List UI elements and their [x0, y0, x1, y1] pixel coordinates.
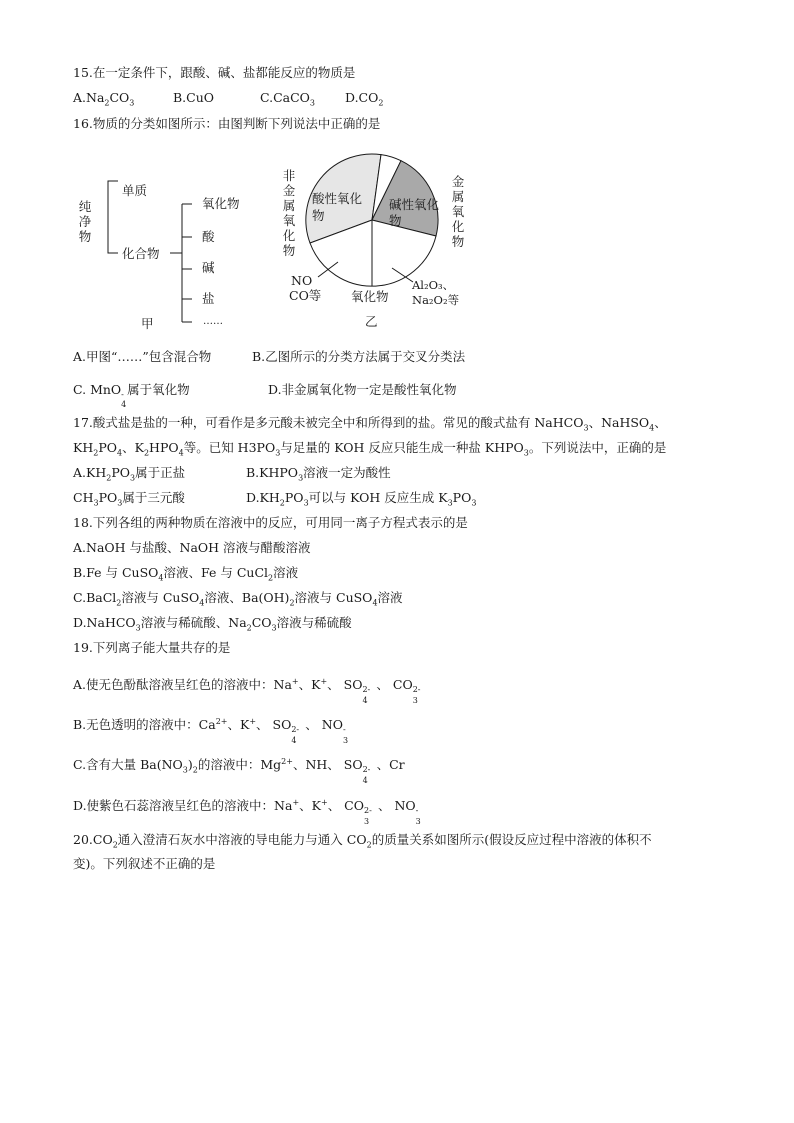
q18-option-c: C.BaCl$_2$溶液与 CuSO$_4$溶液、$Ba(OH)_2$溶液与 CuSO$_4$溶液 — [73, 590, 403, 608]
q19-option-a: A.使无色酚酞溶液呈红色的溶液中：Na+、K+、 SO 2- 4 、 CO 2- 3 — [73, 676, 421, 705]
q15-option-b: B.CuO — [173, 90, 215, 105]
q17-option-b: $B.KHPO_3$溶液一定为酸性 — [246, 465, 391, 483]
q19-stem: 19.下列离子能大量共存的是 — [73, 640, 231, 655]
q20-stem-line1: $20.CO_2$通入澄清石灰水中溶液的导电能力与通入 $CO_2$的质量关系如图所示(假设反应过程中溶液的体积不 — [73, 832, 652, 850]
fig-jia-danzhi: 单质 — [122, 183, 148, 198]
fig-yi-na2o2: Na₂O₂等 — [412, 293, 460, 307]
q15-option-c: C.CaCO$_3$ — [260, 90, 316, 108]
q15-option-d: $D.CO_2$ — [345, 90, 384, 108]
q19-option-d: D.使紫色石蕊溶液呈红色的溶液中：Na+、K+、 CO 2- 3 、 NO - 3 — [73, 797, 421, 826]
q18-option-b: B.Fe 与 CuSO$_4$溶液、Fe 与 CuCl$_2$溶液 — [73, 565, 299, 583]
q18-option-a: A.NaOH 与盐酸、NaOH 溶液与醋酸溶液 — [73, 540, 311, 555]
fig-yi-acid-oxide: 酸性氧化物 — [312, 191, 363, 223]
q17-option-c: $CH_3PO_3$属于三元酸 — [73, 490, 185, 508]
fig-yi-metal-label: 金属氧化物 — [451, 174, 465, 249]
fig-jia-leaf-oxide: 氧化物 — [202, 196, 240, 211]
fig-yi-co: CO等 — [289, 288, 322, 303]
q17-stem-line1: 17.酸式盐是盐的一种，可看作是多元酸未被完全中和所得到的盐。常见的酸式盐有 NaHCO$_3$、NaHSO$_4$、 — [73, 415, 667, 433]
q15-option-a: $A.Na_2CO_3$ — [73, 90, 135, 108]
figure-jia-tree — [70, 172, 270, 337]
q18-option-d: D.NaHCO$_3$溶液与稀硫酸、$Na_2CO_3$溶液与稀硫酸 — [73, 615, 352, 633]
q17-option-d: $D.KH_2PO_3$可以与 KOH 反应生成 $K_3PO_3$ — [246, 490, 477, 508]
fig-jia-leaf-etc: …… — [203, 316, 223, 327]
fig-jia-leaf-acid: 酸 — [202, 229, 215, 244]
q16-option-c: C. MnO - 4 属于氧化物 — [73, 382, 190, 409]
q18-stem: 18.下列各组的两种物质在溶液中的反应，可用同一离子方程式表示的是 — [73, 515, 468, 530]
fig-jia-root-label: 纯净物 — [78, 199, 92, 244]
q19-option-b: B.无色透明的溶液中：$Ca^{2+}$、K+、 SO 2- 4 、 NO - 3 — [73, 716, 349, 745]
q16-stem: 16.物质的分类如图所示：由图判断下列说法中正确的是 — [73, 116, 381, 131]
fig-yi-caption: 乙 — [365, 314, 378, 329]
q19-option-c: C.含有大量 $Ba(NO_3)_2$的溶液中：$Mg^{2+}$、NH、 SO 2- 4 、Cr — [73, 756, 405, 785]
fig-jia-leaf-base: 碱 — [202, 260, 215, 275]
fig-jia-leaf-salt: 盐 — [202, 291, 215, 306]
q16-option-a: A.甲图“……”包含混合物 — [73, 349, 212, 364]
q15-stem: 15.在一定条件下，跟酸、碱、盐都能反应的物质是 — [73, 65, 356, 80]
q16-option-b: B.乙图所示的分类方法属于交叉分类法 — [252, 349, 466, 364]
fig-yi-no: NO — [291, 273, 313, 288]
q20-stem-line2: 变)。下列叙述不正确的是 — [73, 856, 216, 871]
q17-option-a: $A.KH_2PO_3$属于正盐 — [73, 465, 186, 483]
fig-jia-caption: 甲 — [141, 316, 154, 331]
q16-option-d: D.非金属氧化物一定是酸性氧化物 — [268, 382, 457, 397]
fig-yi-al2o3: Al₂O₃、 — [412, 278, 455, 292]
q17-stem-line2: $KH_2PO_4$、$K_2HPO_4$等。已知 $H3PO_3$与足量的 KOH 反应只能生成一种盐 $KHPO_3$。下列说法中，正确的是 — [73, 440, 667, 458]
fig-yi-base-oxide: 碱性氧化物 — [389, 197, 440, 228]
fig-jia-huahewu: 化合物 — [122, 246, 160, 261]
fig-yi-oxide: 氧化物 — [351, 289, 389, 304]
fig-yi-nonmetal-label: 非金属氧化物 — [282, 168, 296, 258]
